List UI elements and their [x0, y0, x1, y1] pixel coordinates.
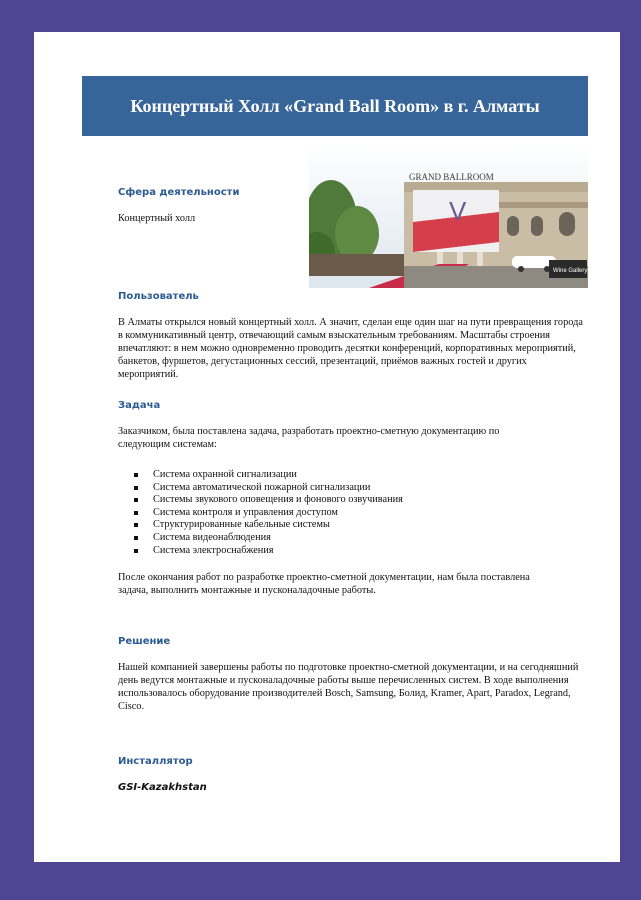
task-intro: Заказчиком, была поставлена задача, разработать проектно-сметную документацию по следующим системам:	[118, 426, 500, 450]
list-item: Система электроснабжения	[134, 545, 554, 558]
list-item: Система видеонаблюдения	[134, 532, 554, 545]
photo-sign-text: GRAND BALLROOM	[409, 172, 494, 182]
page-title: Концертный Холл «Grand Ball Room» в г. Алматы	[82, 76, 588, 136]
list-item: Системы звукового оповещения и фонового озвучивания	[134, 494, 554, 507]
list-item: Система автоматической пожарной сигнализации	[134, 482, 554, 495]
sphere-heading: Сфера деятельности	[118, 187, 240, 198]
list-item: Система охранной сигнализации	[134, 469, 554, 482]
list-item: Система контроля и управления доступом	[134, 507, 554, 520]
sphere-body: Концертный холл	[118, 213, 196, 224]
photo-shop-sign: Wine Gallery	[553, 268, 588, 274]
solution-body: Нашей компанией завершены работы по подготовке проектно-сметной документации, и на сегодняшний день ведутся монтажные и пусконаладочные работы выше перечисленных систем. В ходе выполнения использовалось оборудование производителей Bosch, Samsung, Болид, Kramer, Apart, Paradox, Legrand, Cisco.	[118, 662, 579, 712]
task-systems-list	[134, 469, 554, 557]
task-outro: После окончания работ по разработке проектно-сметной документации, нам была поставлена задача, выполнить монтажные и пусконаладочные работы.	[118, 572, 530, 596]
list-item: Структурированные кабельные системы	[134, 519, 554, 532]
solution-heading: Решение	[118, 636, 171, 647]
document-page	[34, 32, 620, 862]
installer-name: GSI-Kazakhstan	[118, 782, 207, 793]
photo-banner-text: V	[449, 196, 467, 226]
task-heading: Задача	[118, 400, 161, 411]
user-body: В Алматы открылся новый концертный холл. А значит, сделан еще один шаг на пути превращения города в коммуникативный центр, отвечающий самым взыскательным требованиям. Масштабы строения впечатляют: в нем можно одновременно проводить десятки конференций, корпоративных мероприятий, банкетов, фуршетов, дегустационных сессий, презентаций, приёмов важных гостей и других мероприятий.	[118, 317, 583, 380]
installer-heading: Инсталлятор	[118, 756, 193, 767]
user-heading: Пользователь	[118, 291, 199, 302]
